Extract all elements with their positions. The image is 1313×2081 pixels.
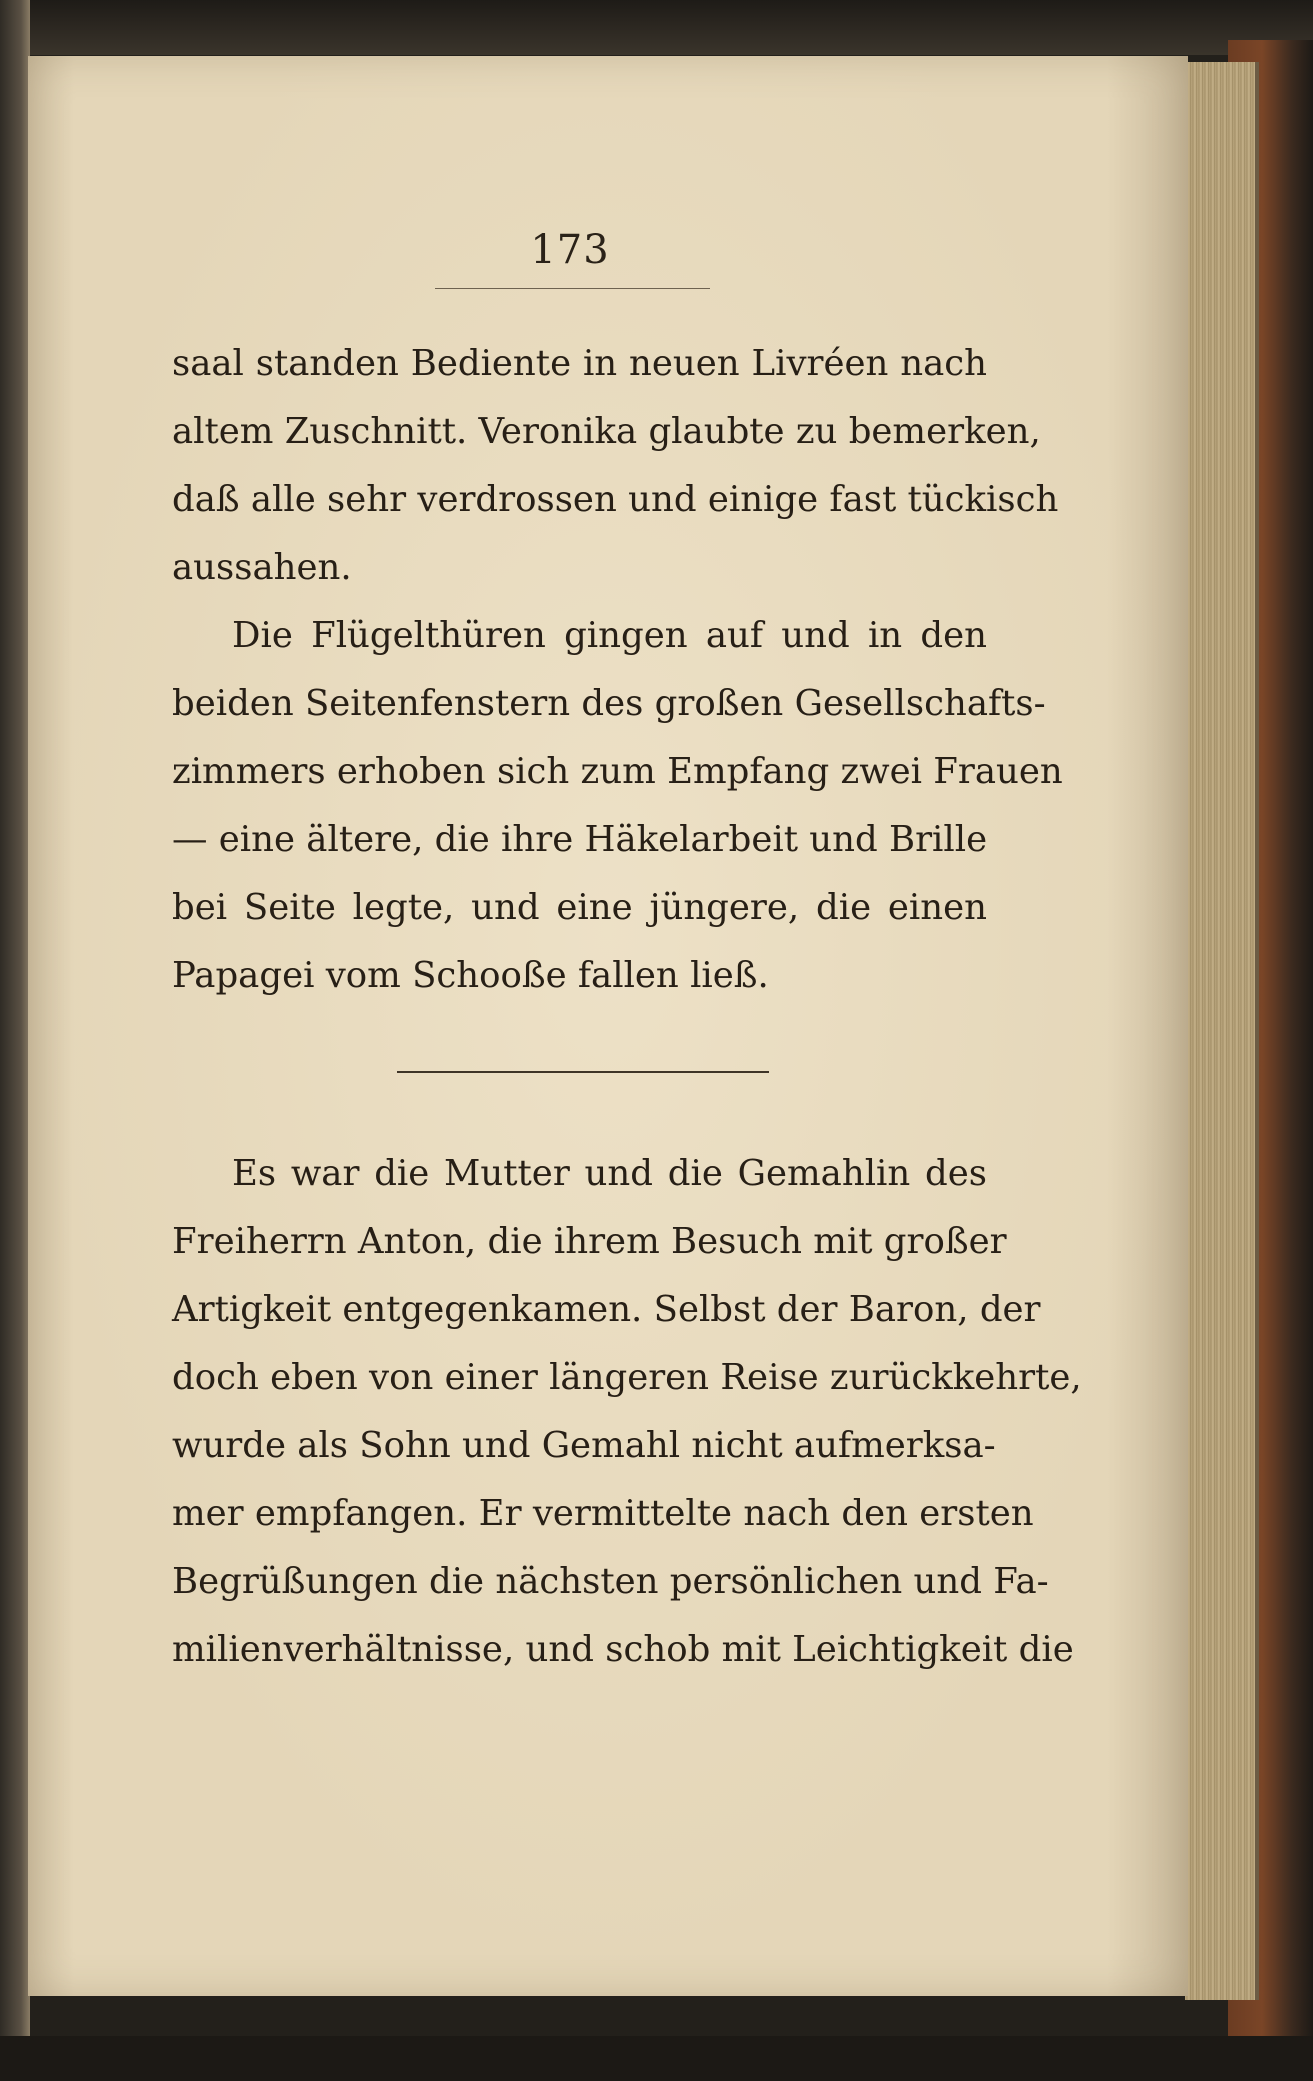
text-line: zimmers erhoben sich zum Empfang zwei Frauen xyxy=(172,751,1063,792)
section-divider xyxy=(397,1071,769,1073)
paragraph-group-1 xyxy=(172,330,1063,1010)
page-number: 173 xyxy=(530,227,610,273)
text-line: Freiherrn Anton, die ihrem Besuch mit großer xyxy=(172,1221,1007,1262)
page-edges xyxy=(1185,62,1259,2000)
text-line: doch eben von einer längeren Reise zurückkehrte, xyxy=(172,1357,1082,1398)
text-line: wurde als Sohn und Gemahl nicht aufmerksa- xyxy=(172,1425,996,1466)
book-cover-top xyxy=(0,0,1313,55)
text-line: Die Flügelthüren gingen auf und in den xyxy=(232,615,987,656)
book-cover-bottom xyxy=(0,2036,1313,2081)
paragraph-group-2 xyxy=(172,1140,1082,1684)
book-cover-left xyxy=(0,0,30,2081)
text-line: Papagei vom Schooße fallen ließ. xyxy=(172,955,769,996)
text-line: beiden Seitenfenstern des großen Gesellschafts- xyxy=(172,683,1046,724)
text-line: daß alle sehr verdrossen und einige fast tückisch xyxy=(172,479,1059,520)
text-line: saal standen Bediente in neuen Livréen nach xyxy=(172,343,987,384)
text-line: altem Zuschnitt. Veronika glaubte zu bemerken, xyxy=(172,411,1041,452)
text-line: aussahen. xyxy=(172,547,352,588)
text-line: Artigkeit entgegenkamen. Selbst der Baron, der xyxy=(172,1289,1041,1330)
text-line: Begrüßungen die nächsten persönlichen und Fa- xyxy=(172,1561,1049,1602)
text-line: Es war die Mutter und die Gemahlin des xyxy=(232,1153,987,1194)
text-line: — eine ältere, die ihre Häkelarbeit und Brille xyxy=(172,819,988,860)
text-line: bei Seite legte, und eine jüngere, die einen xyxy=(172,887,987,928)
text-line: mer empfangen. Er vermittelte nach den ersten xyxy=(172,1493,1034,1534)
text-line: milienverhältnisse, und schob mit Leichtigkeit die xyxy=(172,1629,1074,1670)
header-rule xyxy=(435,288,710,289)
